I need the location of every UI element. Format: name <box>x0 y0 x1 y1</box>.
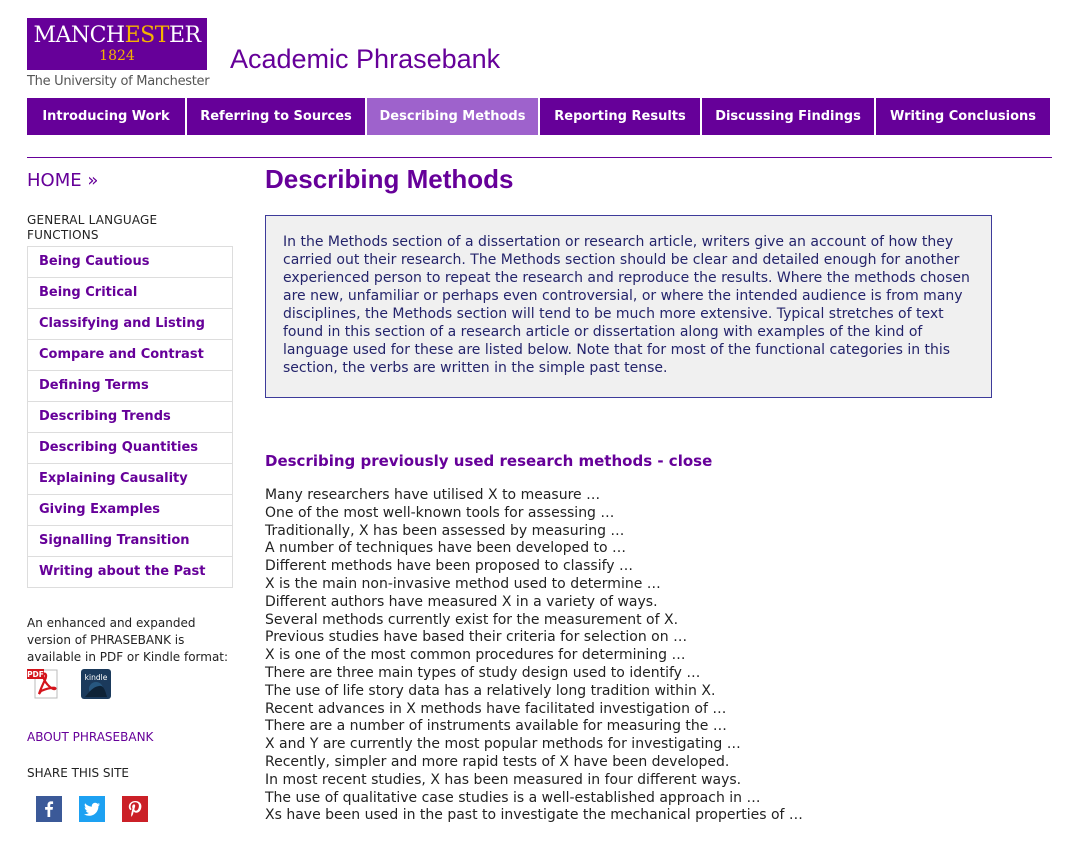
sidebar-item-writing-about-the-past[interactable]: Writing about the Past <box>28 557 232 588</box>
phrase-item: The use of life story data has a relatively long tradition within X. <box>265 682 716 699</box>
pinterest-icon[interactable] <box>122 796 148 822</box>
share-label: SHARE THIS SITE <box>27 766 129 780</box>
phrase-list <box>265 487 1045 825</box>
phrase-item: X is the main non-invasive method used to determine … <box>265 575 661 592</box>
tab-discussing-findings[interactable]: Discussing Findings <box>702 98 876 135</box>
tab-writing-conclusions[interactable]: Writing Conclusions <box>890 109 1036 124</box>
phrase-item: One of the most well-known tools for assessing … <box>265 504 615 521</box>
section-label: GENERAL LANGUAGE FUNCTIONS <box>27 213 158 242</box>
logo-year: 1824 <box>99 48 135 64</box>
phrase-item: X and Y are currently the most popular methods for investigating … <box>265 736 741 753</box>
sidebar-item-being-critical[interactable]: Being Critical <box>28 278 232 309</box>
twitter-icon[interactable] <box>79 796 105 822</box>
phrase-item: Several methods currently exist for the measurement of X. <box>265 611 679 628</box>
sidebar-item-being-cautious[interactable]: Being Cautious <box>28 247 232 278</box>
phrase-item: A number of techniques have been developed to … <box>265 540 627 557</box>
intro-box: In the Methods section of a dissertation or research article, writers give an account of how they carried out their research. The Methods section should be clear and detailed enough for another experienced person to repeat the research and reproduce the results. Where the methods chosen are new, unfamiliar or perhaps even controversial, or where the intended audience is from many disciplines, the Methods section will tend to be much more extensive. Typical stretches of text found in this section of a research article or dissertation along with examples of the kind of language used for these are listed below. Note that for most of the functional categories in this section, the verbs are written in the simple past tense. <box>265 215 992 398</box>
phrase-item: Recently, simpler and more rapid tests of X have been developed. <box>265 753 730 770</box>
sidebar-item-compare-and-contrast[interactable]: Compare and Contrast <box>28 340 232 371</box>
sidebar-item-classifying-and-listing[interactable]: Classifying and Listing <box>28 309 232 340</box>
tab-referring-to-sources[interactable]: Referring to Sources <box>187 98 367 135</box>
phrase-item: Recent advances in X methods have facilitated investigation of … <box>265 700 727 717</box>
university-logo[interactable] <box>27 18 207 70</box>
sidebar-item-signalling-transition[interactable]: Signalling Transition <box>28 526 232 557</box>
phrase-item: Traditionally, X has been assessed by measuring … <box>265 522 625 539</box>
page-title: Describing Methods <box>265 164 514 194</box>
sidebar-item-giving-examples[interactable]: Giving Examples <box>28 495 232 526</box>
sidebar-item-describing-trends[interactable]: Describing Trends <box>28 402 232 433</box>
format-icons <box>27 668 233 700</box>
phrase-item: Xs have been used in the past to investigate the mechanical properties of … <box>265 807 803 824</box>
tab-reporting-results[interactable]: Reporting Results <box>540 98 702 135</box>
main-content <box>265 164 1045 825</box>
phrase-item: Many researchers have utilised X to measure … <box>265 487 601 503</box>
tab-introducing-work[interactable]: Introducing Work <box>27 98 187 135</box>
sidebar-item-defining-terms[interactable]: Defining Terms <box>28 371 232 402</box>
pdf-badge-text: PDF <box>27 670 44 679</box>
phrase-item: In most recent studies, X has been measured in four different ways. <box>265 771 742 788</box>
phrase-item: The use of qualitative case studies is a well-established approach in … <box>265 789 761 806</box>
sidebar-item-describing-quantities[interactable]: Describing Quantities <box>28 433 232 464</box>
kindle-badge-text: kindle <box>84 673 108 682</box>
phrase-item: There are three main types of study design used to identify … <box>265 664 701 681</box>
phrase-item: There are a number of instruments available for measuring the … <box>265 718 727 735</box>
phrase-item: Previous studies have based their criteria for selection on … <box>265 629 688 646</box>
site-title[interactable]: Academic Phrasebank <box>230 44 501 74</box>
about-phrasebank-link[interactable]: ABOUT PHRASEBANK <box>27 730 154 744</box>
facebook-icon[interactable] <box>36 796 62 822</box>
header-divider <box>27 157 1052 158</box>
enhanced-version-note: An enhanced and expanded version of PHRASEBANK is available in PDF or Kindle format: <box>27 616 229 664</box>
university-name: The University of Manchester <box>27 74 210 89</box>
home-link[interactable]: HOME » <box>27 170 99 191</box>
phrase-item: Different authors have measured X in a variety of ways. <box>265 593 658 610</box>
language-functions-list <box>27 246 233 588</box>
sidebar <box>27 170 233 822</box>
logo-wordmark: MANCHESTER <box>33 23 201 48</box>
tab-describing-methods[interactable]: Describing Methods <box>367 98 540 135</box>
phrase-item: Different methods have been proposed to classify … <box>265 558 634 575</box>
pdf-icon[interactable] <box>27 668 61 700</box>
section-subheading: Describing previously used research methods - close <box>265 452 713 470</box>
main-nav <box>27 98 1050 135</box>
social-links <box>27 796 233 822</box>
phrase-item: X is one of the most common procedures for determining … <box>265 647 686 664</box>
kindle-icon[interactable] <box>81 669 111 699</box>
sidebar-item-explaining-causality[interactable]: Explaining Causality <box>28 464 232 495</box>
